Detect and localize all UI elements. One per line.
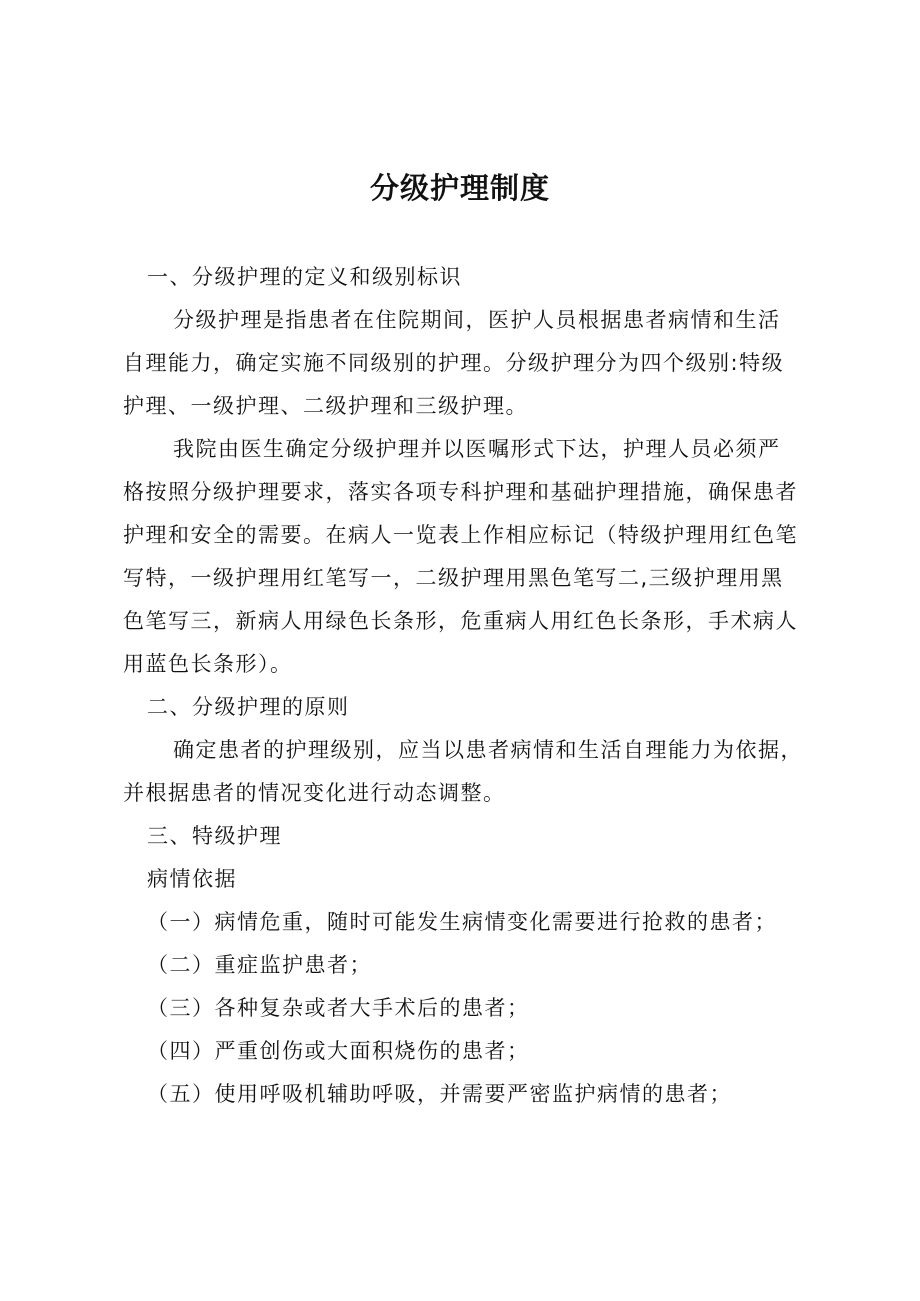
list-item: （五）使用呼吸机辅助呼吸，并需要严密监护病情的患者；	[147, 1082, 732, 1106]
paragraph-line: 并根据患者的情况变化进行动态调整。	[123, 781, 506, 805]
list-item: （一）病情危重，随时可能发生病情变化需要进行抢救的患者；	[147, 910, 777, 934]
paragraph-line: 自理能力，确定实施不同级别的护理。分级护理分为四个级别:特级	[123, 351, 785, 375]
document-title: 分级护理制度	[369, 171, 550, 205]
paragraph-line: 我院由医生确定分级护理并以医嘱形式下达，护理人员必须严	[173, 437, 781, 461]
list-item: （三）各种复杂或者大手术后的患者；	[147, 996, 530, 1020]
paragraph-line: 用蓝色长条形）。	[123, 652, 293, 676]
paragraph-line: 格按照分级护理要求，落实各项专科护理和基础护理措施，确保患者	[123, 480, 798, 504]
document-body	[123, 256, 813, 1116]
section-heading: 一、分级护理的定义和级别标识	[147, 265, 462, 289]
list-item: （四）严重创伤或大面积烧伤的患者；	[147, 1039, 530, 1063]
subheading: 病情依据	[147, 867, 237, 891]
section-heading: 二、分级护理的原则	[147, 695, 350, 719]
paragraph-line: 分级护理是指患者在住院期间，医护人员根据患者病情和生活	[173, 308, 781, 332]
paragraph-line: 色笔写三，新病人用绿色长条形，危重病人用红色长条形，手术病人	[123, 609, 798, 633]
paragraph-line: 护理、一级护理、二级护理和三级护理。	[123, 394, 528, 418]
section-heading: 三、特级护理	[147, 824, 282, 848]
paragraph-line: 护理和安全的需要。在病人一览表上作相应标记（特级护理用红色笔	[123, 523, 798, 547]
paragraph-line: 写特，一级护理用红笔写一，二级护理用黑色笔写二,三级护理用黑	[123, 566, 784, 590]
list-item: （二）重症监护患者；	[147, 953, 372, 977]
paragraph-line: 确定患者的护理级别，应当以患者病情和生活自理能力为依据，	[173, 738, 803, 762]
